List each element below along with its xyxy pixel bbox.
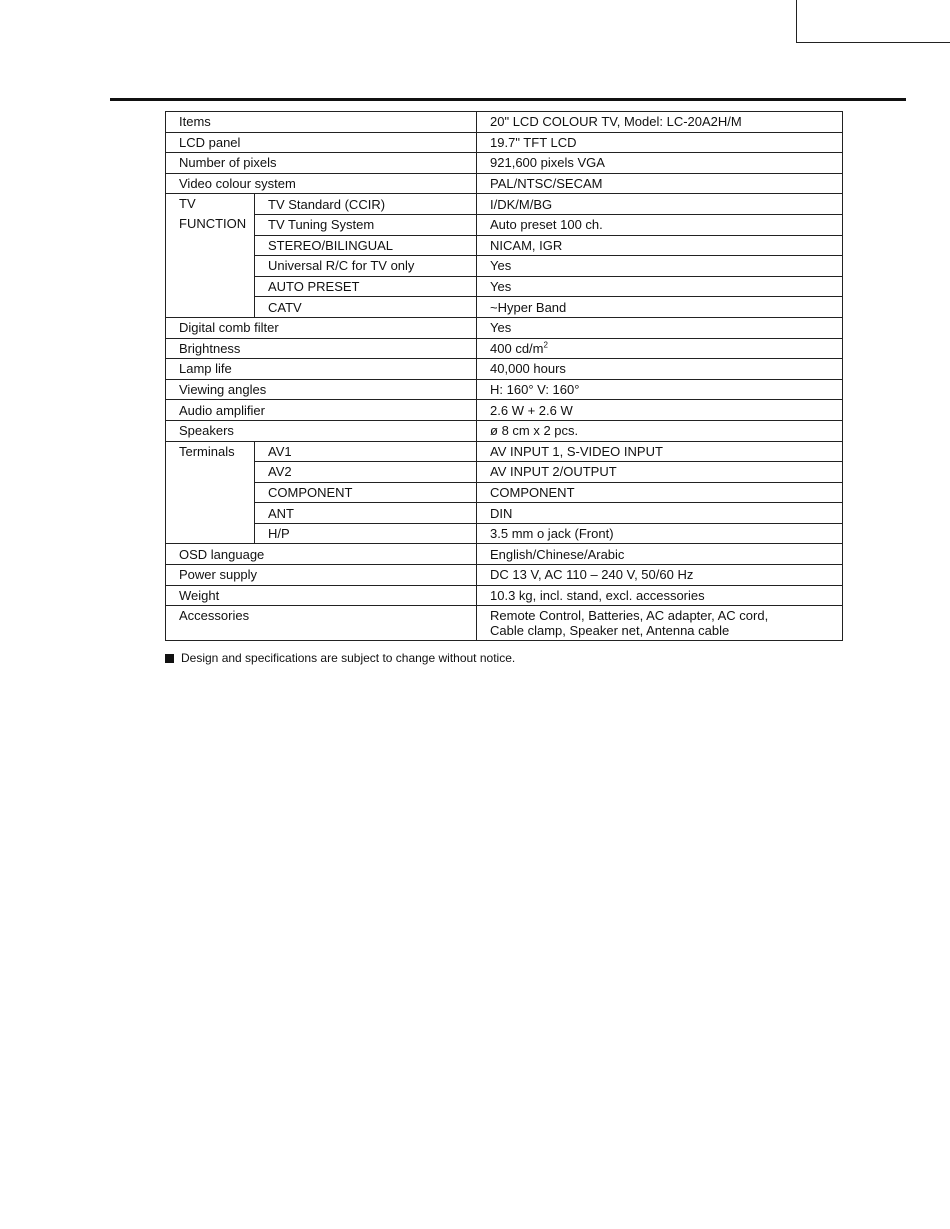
spec-value: 10.3 kg, incl. stand, excl. accessories	[477, 585, 843, 606]
table-row	[166, 235, 843, 256]
table-row	[166, 379, 843, 400]
specifications-table	[165, 111, 843, 641]
spec-label: Number of pixels	[166, 153, 477, 174]
spec-sublabel: AV2	[255, 462, 477, 483]
table-row	[166, 297, 843, 318]
corner-box	[796, 0, 950, 43]
tv-function-group-label	[166, 194, 255, 318]
table-row	[166, 214, 843, 235]
table-row	[166, 462, 843, 483]
table-row	[166, 585, 843, 606]
table-row	[166, 317, 843, 338]
table-row	[166, 256, 843, 277]
spec-value: ~Hyper Band	[477, 297, 843, 318]
spec-label: OSD language	[166, 544, 477, 565]
spec-label: Brightness	[166, 338, 477, 359]
spec-label: Weight	[166, 585, 477, 606]
table-row	[166, 400, 843, 421]
spec-label: Lamp life	[166, 359, 477, 380]
spec-label: Accessories	[166, 606, 477, 641]
spec-sublabel: STEREO/BILINGUAL	[255, 235, 477, 256]
square-bullet-icon	[165, 654, 174, 663]
spec-value: Yes	[477, 317, 843, 338]
spec-value: I/DK/M/BG	[477, 194, 843, 215]
table-row	[166, 565, 843, 586]
spec-label: Audio amplifier	[166, 400, 477, 421]
spec-sublabel: AUTO PRESET	[255, 276, 477, 297]
spec-sublabel: Universal R/C for TV only	[255, 256, 477, 277]
spec-sublabel: ANT	[255, 503, 477, 524]
table-row	[166, 441, 843, 462]
accessories-line: Remote Control, Batteries, AC adapter, AC cord,	[490, 608, 769, 624]
spec-value: 20" LCD COLOUR TV, Model: LC-20A2H/M	[477, 112, 843, 133]
footnote	[165, 651, 515, 665]
spec-value: 40,000 hours	[477, 359, 843, 380]
table-row	[166, 194, 843, 215]
table-row	[166, 503, 843, 524]
spec-value: COMPONENT	[477, 482, 843, 503]
spec-value: DIN	[477, 503, 843, 524]
footnote-text: Design and specifications are subject to change without notice.	[181, 651, 516, 665]
spec-value: Yes	[477, 276, 843, 297]
table-row	[166, 523, 843, 544]
spec-sublabel: CATV	[255, 297, 477, 318]
spec-sublabel: TV Standard (CCIR)	[255, 194, 477, 215]
spec-label: Video colour system	[166, 173, 477, 194]
table-row	[166, 359, 843, 380]
table-row	[166, 153, 843, 174]
group-label-line: FUNCTION	[179, 216, 247, 232]
spec-value: English/Chinese/Arabic	[477, 544, 843, 565]
spec-value: ø 8 cm x 2 pcs.	[477, 420, 843, 441]
superscript: 2	[543, 340, 548, 350]
spec-value: H: 160° V: 160°	[477, 379, 843, 400]
table-row	[166, 112, 843, 133]
spec-value: NICAM, IGR	[477, 235, 843, 256]
spec-label: Speakers	[166, 420, 477, 441]
table-row	[166, 420, 843, 441]
spec-label: Power supply	[166, 565, 477, 586]
table-row	[166, 482, 843, 503]
spec-value: PAL/NTSC/SECAM	[477, 173, 843, 194]
spec-value: 2.6 W + 2.6 W	[477, 400, 843, 421]
brightness-value: 400 cd/m	[490, 340, 544, 356]
spec-value: 921,600 pixels VGA	[477, 153, 843, 174]
spec-sublabel: TV Tuning System	[255, 214, 477, 235]
spec-value	[477, 606, 843, 641]
spec-value	[477, 338, 843, 359]
spec-sublabel: AV1	[255, 441, 477, 462]
terminals-group-label: Terminals	[166, 441, 255, 544]
spec-value: Yes	[477, 256, 843, 277]
top-rule	[110, 98, 906, 101]
spec-label: Viewing angles	[166, 379, 477, 400]
table-row	[166, 276, 843, 297]
table-row	[166, 606, 843, 641]
spec-value: AV INPUT 2/OUTPUT	[477, 462, 843, 483]
table-row	[166, 132, 843, 153]
group-label-line: TV	[179, 196, 196, 212]
accessories-line: Cable clamp, Speaker net, Antenna cable	[490, 623, 730, 639]
table-row	[166, 173, 843, 194]
spec-label: LCD panel	[166, 132, 477, 153]
spec-sublabel: H/P	[255, 523, 477, 544]
spec-value: AV INPUT 1, S-VIDEO INPUT	[477, 441, 843, 462]
spec-value: Auto preset 100 ch.	[477, 214, 843, 235]
spec-label: Digital comb filter	[166, 317, 477, 338]
spec-value: 19.7" TFT LCD	[477, 132, 843, 153]
spec-value: DC 13 V, AC 110 – 240 V, 50/60 Hz	[477, 565, 843, 586]
spec-sublabel: COMPONENT	[255, 482, 477, 503]
table-row	[166, 544, 843, 565]
table-row	[166, 338, 843, 359]
spec-label: Items	[166, 112, 477, 133]
spec-value: 3.5 mm o jack (Front)	[477, 523, 843, 544]
